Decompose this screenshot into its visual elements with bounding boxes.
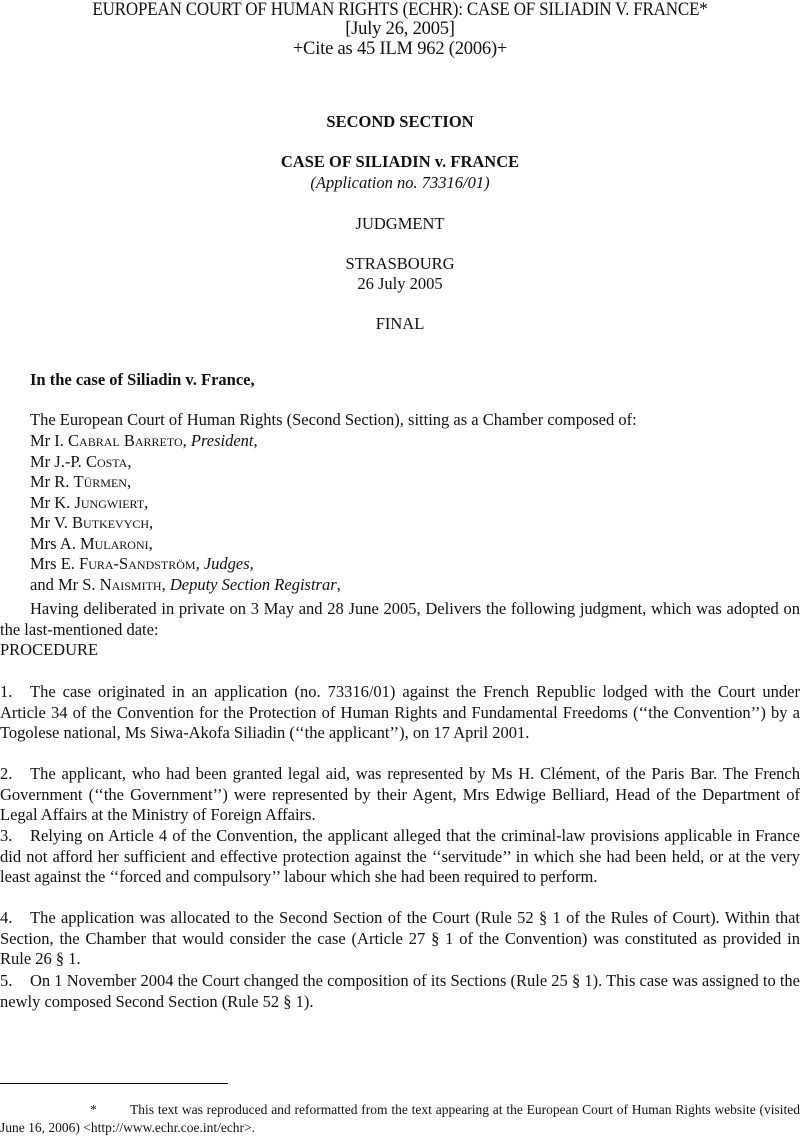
numbered-paragraph-2: 2. The applicant, who had been granted legal aid, was represented by Ms H. Clément, of the Paris Bar. The French Government (‘‘the Government’’) were represented by their Agent, Mrs Edwige Belliard, Head of the Department of Legal Affairs at the Ministry of Foreign Affairs.: [0, 764, 800, 824]
judgment-status: FINAL: [375, 314, 425, 333]
judge-entry: Mr V. Butkevych,: [30, 513, 154, 532]
paragraph-number: 5.: [0, 971, 13, 990]
judge-entry: Mr K. Jungwiert,: [30, 492, 149, 512]
deliberation-paragraph: Having deliberated in private on 3 May and 28 June 2005, Delivers the following judgment, which was adopted on the last-mentioned date:: [0, 599, 800, 639]
judgment-date: 26 July 2005: [357, 274, 443, 293]
paragraph-number: 2.: [0, 764, 13, 783]
paragraph-number: 3.: [0, 826, 13, 845]
judge-role: Judges,: [203, 554, 254, 573]
judge-name: Fura-Sandström: [79, 554, 196, 573]
registrar-name: Naismith: [99, 574, 162, 594]
numbered-paragraph-3: 3. Relying on Article 4 of the Convention, the applicant alleged that the criminal-law provisions applicable in France did not afford her sufficient and effective protection against the ‘‘servitude’’ in which she had been held, or at the very least against the ‘‘forced and compulsory’’ labour which she had been required to perform.: [0, 826, 800, 886]
paragraph-number: 1.: [0, 682, 13, 701]
judge-name: Mularoni: [79, 533, 149, 553]
numbered-paragraph-5: 5. On 1 November 2004 the Court changed the composition of its Sections (Rule 25 § 1). This case was assigned to the newly composed Second Section (Rule 52 § 1).: [0, 971, 800, 1011]
numbered-paragraph-4: 4. The application was allocated to the Second Section of the Court (Rule 52 § 1 of the Rules of Court). Within that Section, the Chamber that would consider the case (Article 27 § 1 of the Convention) was constituted as provided in Rule 26 § 1.: [0, 908, 800, 968]
case-intro: In the case of Siliadin v. France,: [30, 370, 255, 389]
registrar-entry: and Mr S. Naismith, Deputy Section Registrar,: [30, 574, 341, 594]
section-heading: SECOND SECTION: [326, 112, 474, 131]
judge-name: Costa: [85, 451, 128, 471]
paragraph-number: 4.: [0, 908, 13, 927]
footnote: [0, 1101, 800, 1137]
footnote-marker: *: [90, 1102, 97, 1117]
footnote-text: This text was reproduced and reformatted from the text appearing at the European Court of Human Rights website (visited June 16, 2006) <http://www.echr.coe.int/echr>.: [0, 1102, 800, 1135]
judge-name: Jungwiert: [74, 492, 145, 512]
judge-entry: Mr I. Cabral Barreto, President,: [30, 431, 258, 450]
judge-name: Türmen: [73, 472, 127, 491]
procedure-heading: PROCEDURE: [0, 640, 99, 659]
document-date: [July 26, 2005]: [345, 19, 455, 39]
footnote-divider: [0, 1083, 228, 1084]
document-title: EUROPEAN COURT OF HUMAN RIGHTS (ECHR): CASE OF SILIADIN V. FRANCE*: [92, 0, 708, 20]
judges-list: [30, 431, 341, 595]
application-number: (Application no. 73316/01): [310, 173, 490, 192]
judge-entry: Mrs A. Mularoni,: [30, 533, 153, 553]
numbered-paragraph-1: 1. The case originated in an application (no. 73316/01) against the French Republic lodged with the Court under Article 34 of the Convention for the Protection of Human Rights and Fundamental Freedoms (‘‘the Convention’’) by a Togolese national, Ms Siwa-Akofa Siliadin (‘‘the applicant’’), on 17 April 2001.: [0, 682, 800, 742]
chamber-composition: The European Court of Human Rights (Second Section), sitting as a Chamber composed of:: [30, 410, 637, 429]
judge-role: President: [190, 431, 254, 450]
judge-entry: Mrs E. Fura-Sandström, Judges,: [30, 554, 254, 573]
place-label: STRASBOURG: [345, 254, 455, 273]
judge-name: Cabral Barreto: [68, 431, 183, 450]
judge-entry: Mr J.-P. Costa,: [30, 451, 132, 471]
case-name: CASE OF SILIADIN v. FRANCE: [280, 152, 520, 171]
registrar-role: Deputy Section Registrar: [169, 574, 337, 594]
judgment-label: JUDGMENT: [355, 214, 445, 233]
judge-name: Butkevych: [72, 513, 150, 532]
citation: +Cite as 45 ILM 962 (2006)+: [292, 39, 508, 59]
judge-entry: Mr R. Türmen,: [30, 472, 132, 491]
